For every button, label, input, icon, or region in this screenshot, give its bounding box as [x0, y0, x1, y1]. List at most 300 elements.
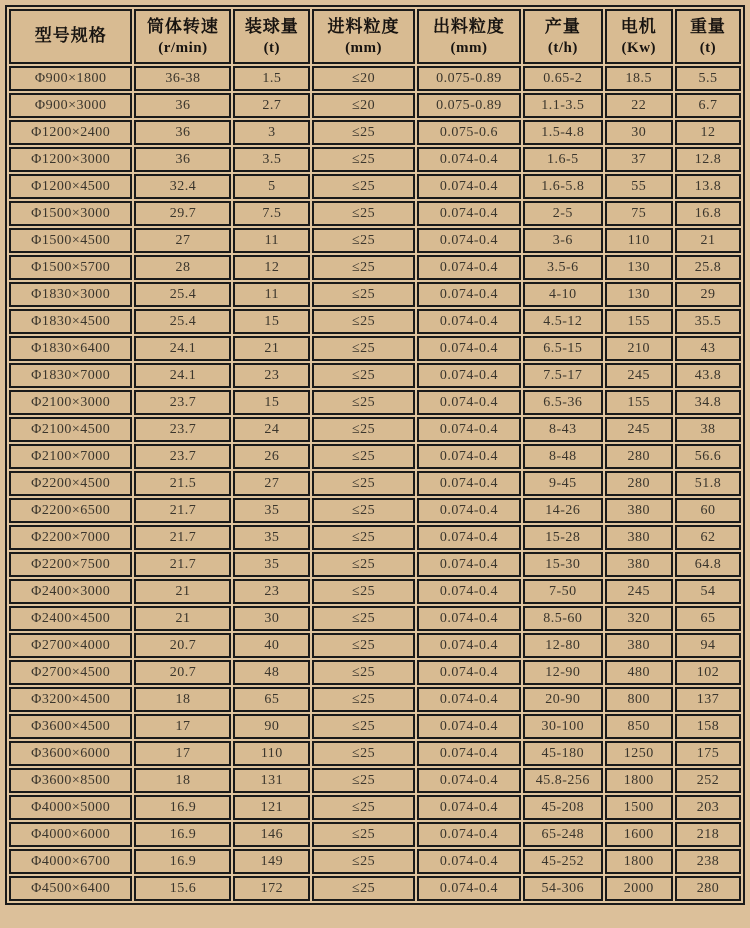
motor-power-cell: 320	[605, 606, 673, 631]
capacity-cell: 54-306	[523, 876, 603, 901]
motor-power-cell: 380	[605, 498, 673, 523]
motor-power-cell: 2000	[605, 876, 673, 901]
motor-power-cell: 110	[605, 228, 673, 253]
model-cell: Φ2700×4000	[9, 633, 132, 658]
capacity-cell: 9-45	[523, 471, 603, 496]
weight-cell: 16.8	[675, 201, 741, 226]
weight-cell: 94	[675, 633, 741, 658]
discharge-size-cell: 0.074-0.4	[417, 822, 521, 847]
capacity-cell: 4.5-12	[523, 309, 603, 334]
table-row	[9, 498, 741, 523]
cylinder-speed-cell: 21	[134, 606, 231, 631]
cylinder-speed-cell: 21.5	[134, 471, 231, 496]
model-cell: Φ2100×3000	[9, 390, 132, 415]
model-cell: Φ1500×4500	[9, 228, 132, 253]
ball-load-cell: 3	[233, 120, 310, 145]
ball-load-cell: 146	[233, 822, 310, 847]
feed-size-cell: ≤25	[312, 363, 415, 388]
table-row	[9, 741, 741, 766]
weight-cell: 62	[675, 525, 741, 550]
discharge-size-cell: 0.075-0.89	[417, 93, 521, 118]
table-row	[9, 633, 741, 658]
cylinder-speed-cell: 23.7	[134, 417, 231, 442]
model-cell: Φ2200×4500	[9, 471, 132, 496]
ball-load-cell: 172	[233, 876, 310, 901]
feed-size-cell: ≤25	[312, 714, 415, 739]
motor-power-cell: 155	[605, 309, 673, 334]
ball-load-cell: 5	[233, 174, 310, 199]
discharge-size-cell: 0.074-0.4	[417, 714, 521, 739]
capacity-cell: 8-48	[523, 444, 603, 469]
capacity-cell: 8-43	[523, 417, 603, 442]
feed-size-cell: ≤25	[312, 552, 415, 577]
capacity-cell: 14-26	[523, 498, 603, 523]
weight-cell: 238	[675, 849, 741, 874]
ball-load-cell: 90	[233, 714, 310, 739]
capacity-cell: 45-208	[523, 795, 603, 820]
ball-load-cell: 2.7	[233, 93, 310, 118]
capacity-cell: 20-90	[523, 687, 603, 712]
cylinder-speed-cell: 15.6	[134, 876, 231, 901]
capacity-cell: 1.6-5.8	[523, 174, 603, 199]
capacity-cell: 6.5-15	[523, 336, 603, 361]
model-cell: Φ2200×7000	[9, 525, 132, 550]
cylinder-speed-cell: 20.7	[134, 660, 231, 685]
weight-cell: 6.7	[675, 93, 741, 118]
model-cell: Φ3600×8500	[9, 768, 132, 793]
table-row	[9, 174, 741, 199]
discharge-size-cell: 0.074-0.4	[417, 417, 521, 442]
table-row	[9, 417, 741, 442]
column-unit: (t)	[699, 39, 717, 56]
weight-cell: 64.8	[675, 552, 741, 577]
model-cell: Φ2700×4500	[9, 660, 132, 685]
feed-size-cell: ≤25	[312, 795, 415, 820]
cylinder-speed-cell: 36	[134, 93, 231, 118]
weight-cell: 43.8	[675, 363, 741, 388]
ball-load-cell: 12	[233, 255, 310, 280]
model-cell: Φ4000×5000	[9, 795, 132, 820]
column-unit: (r/min)	[158, 39, 208, 56]
column-title: 出料粒度	[432, 17, 505, 37]
cylinder-speed-cell: 25.4	[134, 282, 231, 307]
cylinder-speed-cell: 29.7	[134, 201, 231, 226]
weight-cell: 137	[675, 687, 741, 712]
table-row	[9, 120, 741, 145]
model-cell: Φ1200×3000	[9, 147, 132, 172]
capacity-cell: 65-248	[523, 822, 603, 847]
cylinder-speed-cell: 28	[134, 255, 231, 280]
table-row	[9, 336, 741, 361]
ball-load-cell: 121	[233, 795, 310, 820]
discharge-size-cell: 0.074-0.4	[417, 471, 521, 496]
ball-load-cell: 1.5	[233, 66, 310, 91]
cylinder-speed-cell: 16.9	[134, 849, 231, 874]
table-row	[9, 390, 741, 415]
feed-size-cell: ≤25	[312, 525, 415, 550]
column-unit: (t)	[263, 39, 281, 56]
motor-power-cell: 850	[605, 714, 673, 739]
model-cell: Φ4000×6000	[9, 822, 132, 847]
model-cell: Φ2400×3000	[9, 579, 132, 604]
feed-size-cell: ≤25	[312, 309, 415, 334]
capacity-cell: 7.5-17	[523, 363, 603, 388]
cylinder-speed-cell: 17	[134, 714, 231, 739]
column-title: 电机	[620, 17, 657, 37]
weight-cell: 102	[675, 660, 741, 685]
discharge-size-cell: 0.074-0.4	[417, 201, 521, 226]
column-title: 进料粒度	[327, 17, 400, 37]
column-title: 筒体转速	[146, 17, 219, 37]
discharge-size-cell: 0.074-0.4	[417, 741, 521, 766]
motor-power-cell: 55	[605, 174, 673, 199]
weight-cell: 51.8	[675, 471, 741, 496]
discharge-size-cell: 0.074-0.4	[417, 606, 521, 631]
capacity-cell: 30-100	[523, 714, 603, 739]
model-cell: Φ1830×4500	[9, 309, 132, 334]
motor-power-cell: 1250	[605, 741, 673, 766]
column-title: 产量	[544, 17, 581, 37]
feed-size-cell: ≤25	[312, 660, 415, 685]
cylinder-speed-cell: 21	[134, 579, 231, 604]
column-title: 装球量	[244, 17, 299, 37]
feed-size-cell: ≤20	[312, 66, 415, 91]
model-cell: Φ1200×4500	[9, 174, 132, 199]
feed-size-cell: ≤25	[312, 876, 415, 901]
discharge-size-cell: 0.074-0.4	[417, 660, 521, 685]
capacity-cell: 12-80	[523, 633, 603, 658]
weight-cell: 56.6	[675, 444, 741, 469]
motor-power-cell: 480	[605, 660, 673, 685]
cylinder-speed-cell: 18	[134, 687, 231, 712]
ball-load-cell: 48	[233, 660, 310, 685]
cylinder-speed-cell: 23.7	[134, 444, 231, 469]
weight-cell: 280	[675, 876, 741, 901]
feed-size-cell: ≤25	[312, 687, 415, 712]
weight-cell: 252	[675, 768, 741, 793]
motor-power-cell: 130	[605, 282, 673, 307]
model-cell: Φ1830×6400	[9, 336, 132, 361]
feed-size-cell: ≤25	[312, 768, 415, 793]
model-cell: Φ2100×7000	[9, 444, 132, 469]
ball-load-cell: 7.5	[233, 201, 310, 226]
column-title: 重量	[689, 17, 726, 37]
motor-power-cell: 380	[605, 633, 673, 658]
table-row	[9, 282, 741, 307]
motor-power-cell: 1600	[605, 822, 673, 847]
feed-size-cell: ≤25	[312, 471, 415, 496]
weight-cell: 175	[675, 741, 741, 766]
column-header-capacity	[523, 9, 603, 64]
weight-cell: 158	[675, 714, 741, 739]
column-header-weight	[675, 9, 741, 64]
table-body	[9, 66, 741, 901]
column-header-motor-power	[605, 9, 673, 64]
weight-cell: 12.8	[675, 147, 741, 172]
table-row	[9, 471, 741, 496]
capacity-cell: 1.6-5	[523, 147, 603, 172]
motor-power-cell: 245	[605, 579, 673, 604]
weight-cell: 60	[675, 498, 741, 523]
motor-power-cell: 380	[605, 552, 673, 577]
column-header-model	[9, 9, 132, 64]
ball-load-cell: 15	[233, 390, 310, 415]
table-row	[9, 363, 741, 388]
table-row	[9, 309, 741, 334]
weight-cell: 13.8	[675, 174, 741, 199]
capacity-cell: 8.5-60	[523, 606, 603, 631]
weight-cell: 54	[675, 579, 741, 604]
feed-size-cell: ≤25	[312, 417, 415, 442]
table-row	[9, 660, 741, 685]
weight-cell: 21	[675, 228, 741, 253]
cylinder-speed-cell: 23.7	[134, 390, 231, 415]
discharge-size-cell: 0.074-0.4	[417, 552, 521, 577]
capacity-cell: 45-180	[523, 741, 603, 766]
column-header-feed-size	[312, 9, 415, 64]
cylinder-speed-cell: 21.7	[134, 525, 231, 550]
discharge-size-cell: 0.074-0.4	[417, 795, 521, 820]
feed-size-cell: ≤25	[312, 849, 415, 874]
discharge-size-cell: 0.074-0.4	[417, 579, 521, 604]
weight-cell: 35.5	[675, 309, 741, 334]
column-unit: (t/h)	[547, 39, 578, 56]
discharge-size-cell: 0.074-0.4	[417, 498, 521, 523]
table-row	[9, 606, 741, 631]
model-cell: Φ4000×6700	[9, 849, 132, 874]
feed-size-cell: ≤25	[312, 120, 415, 145]
weight-cell: 218	[675, 822, 741, 847]
ball-load-cell: 35	[233, 498, 310, 523]
capacity-cell: 0.65-2	[523, 66, 603, 91]
model-cell: Φ2200×7500	[9, 552, 132, 577]
column-header-discharge-size	[417, 9, 521, 64]
feed-size-cell: ≤25	[312, 822, 415, 847]
table-row	[9, 768, 741, 793]
ball-load-cell: 11	[233, 228, 310, 253]
ball-load-cell: 11	[233, 282, 310, 307]
ball-load-cell: 110	[233, 741, 310, 766]
capacity-cell: 7-50	[523, 579, 603, 604]
model-cell: Φ1830×3000	[9, 282, 132, 307]
motor-power-cell: 1500	[605, 795, 673, 820]
table-row	[9, 444, 741, 469]
table-row	[9, 201, 741, 226]
ball-load-cell: 35	[233, 525, 310, 550]
cylinder-speed-cell: 21.7	[134, 498, 231, 523]
model-cell: Φ1200×2400	[9, 120, 132, 145]
motor-power-cell: 155	[605, 390, 673, 415]
weight-cell: 43	[675, 336, 741, 361]
table-row	[9, 876, 741, 901]
discharge-size-cell: 0.074-0.4	[417, 525, 521, 550]
cylinder-speed-cell: 25.4	[134, 309, 231, 334]
capacity-cell: 3.5-6	[523, 255, 603, 280]
motor-power-cell: 245	[605, 417, 673, 442]
discharge-size-cell: 0.074-0.4	[417, 174, 521, 199]
discharge-size-cell: 0.074-0.4	[417, 363, 521, 388]
cylinder-speed-cell: 21.7	[134, 552, 231, 577]
motor-power-cell: 210	[605, 336, 673, 361]
feed-size-cell: ≤25	[312, 147, 415, 172]
model-cell: Φ900×3000	[9, 93, 132, 118]
capacity-cell: 45.8-256	[523, 768, 603, 793]
feed-size-cell: ≤25	[312, 336, 415, 361]
capacity-cell: 3-6	[523, 228, 603, 253]
discharge-size-cell: 0.074-0.4	[417, 390, 521, 415]
discharge-size-cell: 0.074-0.4	[417, 282, 521, 307]
feed-size-cell: ≤25	[312, 390, 415, 415]
ball-load-cell: 40	[233, 633, 310, 658]
cylinder-speed-cell: 18	[134, 768, 231, 793]
weight-cell: 12	[675, 120, 741, 145]
table-row	[9, 795, 741, 820]
ball-load-cell: 3.5	[233, 147, 310, 172]
ball-load-cell: 27	[233, 471, 310, 496]
discharge-size-cell: 0.074-0.4	[417, 849, 521, 874]
feed-size-cell: ≤25	[312, 444, 415, 469]
motor-power-cell: 22	[605, 93, 673, 118]
discharge-size-cell: 0.075-0.6	[417, 120, 521, 145]
feed-size-cell: ≤25	[312, 633, 415, 658]
ball-load-cell: 24	[233, 417, 310, 442]
feed-size-cell: ≤25	[312, 282, 415, 307]
ball-load-cell: 131	[233, 768, 310, 793]
table-row	[9, 579, 741, 604]
column-title: 型号规格	[34, 26, 107, 46]
ball-load-cell: 65	[233, 687, 310, 712]
table-row	[9, 525, 741, 550]
feed-size-cell: ≤25	[312, 201, 415, 226]
model-cell: Φ2400×4500	[9, 606, 132, 631]
column-header-ball-load	[233, 9, 310, 64]
motor-power-cell: 18.5	[605, 66, 673, 91]
weight-cell: 65	[675, 606, 741, 631]
model-cell: Φ3200×4500	[9, 687, 132, 712]
discharge-size-cell: 0.074-0.4	[417, 228, 521, 253]
weight-cell: 29	[675, 282, 741, 307]
ball-load-cell: 23	[233, 363, 310, 388]
cylinder-speed-cell: 27	[134, 228, 231, 253]
cylinder-speed-cell: 16.9	[134, 795, 231, 820]
feed-size-cell: ≤25	[312, 579, 415, 604]
feed-size-cell: ≤20	[312, 93, 415, 118]
discharge-size-cell: 0.074-0.4	[417, 444, 521, 469]
motor-power-cell: 37	[605, 147, 673, 172]
table-row	[9, 552, 741, 577]
capacity-cell: 2-5	[523, 201, 603, 226]
cylinder-speed-cell: 24.1	[134, 363, 231, 388]
model-cell: Φ3600×6000	[9, 741, 132, 766]
feed-size-cell: ≤25	[312, 255, 415, 280]
discharge-size-cell: 0.074-0.4	[417, 876, 521, 901]
ball-load-cell: 21	[233, 336, 310, 361]
feed-size-cell: ≤25	[312, 228, 415, 253]
discharge-size-cell: 0.074-0.4	[417, 633, 521, 658]
table-row	[9, 147, 741, 172]
feed-size-cell: ≤25	[312, 174, 415, 199]
model-cell: Φ1500×5700	[9, 255, 132, 280]
table-row	[9, 66, 741, 91]
cylinder-speed-cell: 36	[134, 147, 231, 172]
table-row	[9, 687, 741, 712]
capacity-cell: 12-90	[523, 660, 603, 685]
discharge-size-cell: 0.074-0.4	[417, 147, 521, 172]
model-cell: Φ1830×7000	[9, 363, 132, 388]
model-cell: Φ2100×4500	[9, 417, 132, 442]
capacity-cell: 1.1-3.5	[523, 93, 603, 118]
ball-load-cell: 26	[233, 444, 310, 469]
model-cell: Φ4500×6400	[9, 876, 132, 901]
capacity-cell: 4-10	[523, 282, 603, 307]
table-row	[9, 255, 741, 280]
model-cell: Φ3600×4500	[9, 714, 132, 739]
weight-cell: 5.5	[675, 66, 741, 91]
column-header-cylinder-speed	[134, 9, 231, 64]
cylinder-speed-cell: 16.9	[134, 822, 231, 847]
discharge-size-cell: 0.075-0.89	[417, 66, 521, 91]
model-cell: Φ900×1800	[9, 66, 132, 91]
capacity-cell: 1.5-4.8	[523, 120, 603, 145]
motor-power-cell: 1800	[605, 768, 673, 793]
weight-cell: 34.8	[675, 390, 741, 415]
ball-load-cell: 149	[233, 849, 310, 874]
capacity-cell: 45-252	[523, 849, 603, 874]
cylinder-speed-cell: 36	[134, 120, 231, 145]
motor-power-cell: 245	[605, 363, 673, 388]
capacity-cell: 15-30	[523, 552, 603, 577]
table-row	[9, 228, 741, 253]
discharge-size-cell: 0.074-0.4	[417, 255, 521, 280]
feed-size-cell: ≤25	[312, 498, 415, 523]
capacity-cell: 15-28	[523, 525, 603, 550]
discharge-size-cell: 0.074-0.4	[417, 687, 521, 712]
cylinder-speed-cell: 20.7	[134, 633, 231, 658]
cylinder-speed-cell: 17	[134, 741, 231, 766]
discharge-size-cell: 0.074-0.4	[417, 768, 521, 793]
header-row	[9, 9, 741, 64]
model-cell: Φ1500×3000	[9, 201, 132, 226]
motor-power-cell: 130	[605, 255, 673, 280]
discharge-size-cell: 0.074-0.4	[417, 336, 521, 361]
cylinder-speed-cell: 24.1	[134, 336, 231, 361]
table-header	[9, 9, 741, 64]
table-row	[9, 714, 741, 739]
cylinder-speed-cell: 32.4	[134, 174, 231, 199]
motor-power-cell: 800	[605, 687, 673, 712]
column-unit: (mm)	[450, 39, 488, 56]
motor-power-cell: 75	[605, 201, 673, 226]
motor-power-cell: 380	[605, 525, 673, 550]
feed-size-cell: ≤25	[312, 741, 415, 766]
weight-cell: 38	[675, 417, 741, 442]
weight-cell: 203	[675, 795, 741, 820]
table-row	[9, 849, 741, 874]
cylinder-speed-cell: 36-38	[134, 66, 231, 91]
ball-load-cell: 35	[233, 552, 310, 577]
column-unit: (mm)	[345, 39, 383, 56]
ball-mill-spec-table	[5, 5, 745, 905]
table-row	[9, 822, 741, 847]
motor-power-cell: 280	[605, 444, 673, 469]
weight-cell: 25.8	[675, 255, 741, 280]
column-unit: (Kw)	[621, 39, 657, 56]
ball-load-cell: 23	[233, 579, 310, 604]
feed-size-cell: ≤25	[312, 606, 415, 631]
motor-power-cell: 1800	[605, 849, 673, 874]
discharge-size-cell: 0.074-0.4	[417, 309, 521, 334]
ball-load-cell: 30	[233, 606, 310, 631]
